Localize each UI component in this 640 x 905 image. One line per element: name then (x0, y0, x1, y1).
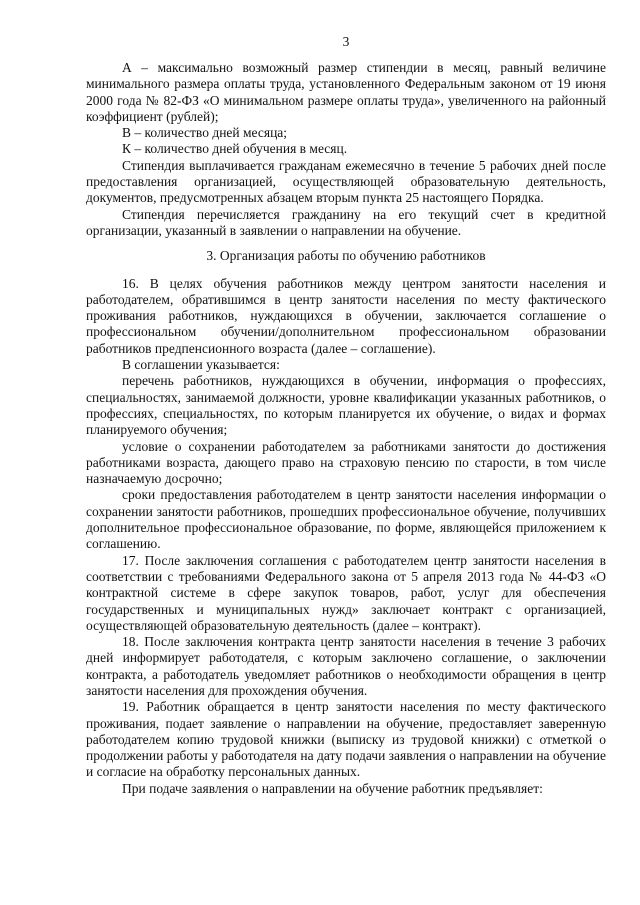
paragraph-clause-16: 16. В целях обучения работников между центром занятости населения и работодателем, обратившимся в центр занятости населения по месту фактического проживания работников, нуждающихся в обучении, заключается соглашение о профессиональном обучении/дополнительном профессиональном образовании работников предпенсионного возраста (далее – соглашение). (86, 275, 606, 356)
paragraph-formula-a: А – максимально возможный размер стипендии в месяц, равный величине минимального размера оплаты труда, установленного Федеральным законом от 19 июня 2000 года № 82-ФЗ «О минимальном размере оплаты труда», увеличенного на районный коэффициент (рублей); (86, 60, 606, 124)
paragraph-clause-19: 19. Работник обращается в центр занятости населения по месту фактического проживания, подает заявление о направлении на обучение, предоставляет заверенную работодателем копию трудовой книжки (выписку из трудовой книжки) с отметкой о продолжении работы у работодателя на дату подачи заявления о направлении на обучение и согласие на обработку персональных данных. (86, 699, 606, 780)
paragraph-agreement-intro: В соглашении указывается: (122, 357, 280, 373)
section-heading: 3. Организация работы по обучению работников (206, 248, 486, 264)
paragraph-formula-k: К – количество дней обучения в месяц. (122, 141, 348, 157)
paragraph-clause-17: 17. После заключения соглашения с работодателем центр занятости населения в соответствии с требованиями Федерального закона от 5 апреля 2013 года № 44-ФЗ «О контрактной системе в сфере закупок товаров, работ, услуг для обеспечения государственных и муниципальных нужд» заключает контракт с организацией, осуществляющей образовательную деятельность (далее – контракт). (86, 552, 606, 633)
paragraph-agreement-condition: условие о сохранении работодателем за работниками занятости до достижения работниками возраста, дающего право на страховую пенсию по старости, в том числе назначаемую досрочно; (86, 438, 606, 487)
paragraph-formula-b: В – количество дней месяца; (122, 125, 288, 141)
paragraph-stipend-transfer: Стипендия перечисляется гражданину на его текущий счет в кредитной организации, указанный в заявлении о направлении на обучение. (86, 206, 606, 238)
paragraph-clause-18: 18. После заключения контракта центр занятости населения в течение 3 рабочих дней информирует работодателя, с которым заключено соглашение, о заключении контракта, а работодатель уведомляет работников о необходимости обращения в центр занятости населения для прохождения обучения. (86, 634, 606, 698)
paragraph-stipend-payment: Стипендия выплачивается гражданам ежемесячно в течение 5 рабочих дней после предоставления организацией, осуществляющей образовательную деятельность, документов, предусмотренных абзацем вторым пункта 25 настоящего Порядка. (86, 157, 606, 206)
paragraph-documents-intro: При подаче заявления о направлении на обучение работник предъявляет: (122, 780, 543, 796)
paragraph-agreement-deadlines: сроки предоставления работодателем в центр занятости населения информации о сохранении занятости работников, прошедших профессиональное обучение, получивших дополнительное профессиональное образование, по форме, являющейся приложением к соглашению. (86, 487, 606, 552)
paragraph-agreement-list: перечень работников, нуждающихся в обучении, информация о профессиях, специальностях, занимаемой должности, уровне квалификации указанных работников, о профессиях, специальностях, по которым планируется их обучение, о видах и формах планируемого обучения; (86, 373, 606, 438)
page-number: 3 (342, 34, 350, 49)
